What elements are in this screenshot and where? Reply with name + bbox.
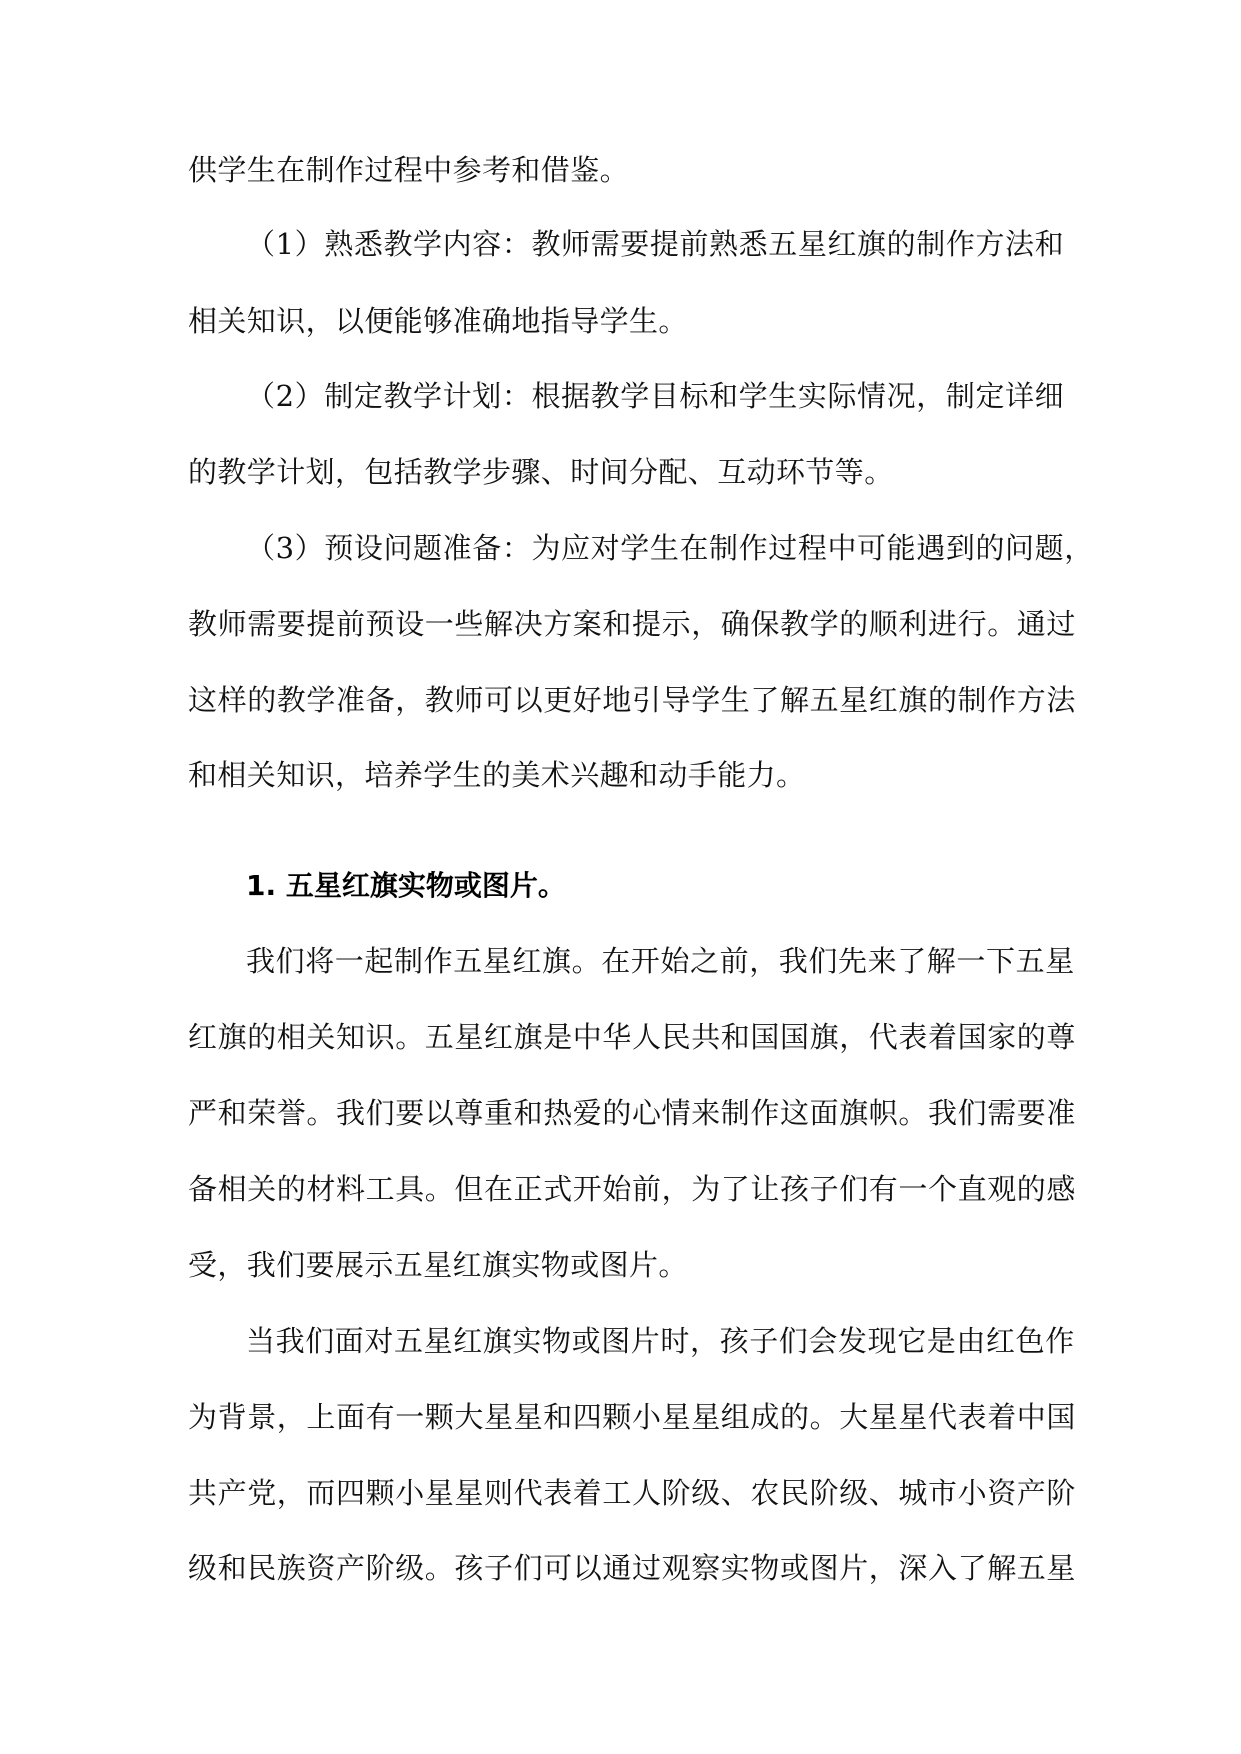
paragraph-line: 级和民族资产阶级。孩子们可以通过观察实物或图片，深入了解五星 [188, 1551, 1077, 1585]
paragraph-line: 相关知识，以便能够准确地指导学生。 [188, 304, 688, 338]
paragraph-line: （3）预设问题准备：为应对学生在制作过程中可能遇到的问题， [246, 531, 1094, 565]
paragraph-line: 供学生在制作过程中参考和借鉴。 [188, 153, 630, 187]
section-heading: 1. 五星红旗实物或图片。 [246, 869, 566, 902]
paragraph-line: 受，我们要展示五星红旗实物或图片。 [188, 1248, 688, 1282]
paragraph-line: 我们将一起制作五星红旗。在开始之前，我们先来了解一下五星 [246, 944, 1075, 978]
paragraph-line: 严和荣誉。我们要以尊重和热爱的心情来制作这面旗帜。我们需要准 [188, 1096, 1077, 1130]
paragraph-line: 的教学计划，包括教学步骤、时间分配、互动环节等。 [188, 455, 894, 489]
paragraph-line: 红旗的相关知识。五星红旗是中华人民共和国国旗，代表着国家的尊 [188, 1020, 1077, 1054]
paragraph-line: 教师需要提前预设一些解决方案和提示，确保教学的顺利进行。通过 [188, 607, 1077, 641]
paragraph-line: 共产党，而四颗小星星则代表着工人阶级、农民阶级、城市小资产阶 [188, 1476, 1077, 1510]
paragraph-line: 为背景，上面有一颗大星星和四颗小星星组成的。大星星代表着中国 [188, 1400, 1077, 1434]
paragraph-line: 这样的教学准备，教师可以更好地引导学生了解五星红旗的制作方法 [188, 683, 1077, 717]
paragraph-line: （1）熟悉教学内容：教师需要提前熟悉五星红旗的制作方法和 [246, 227, 1065, 261]
paragraph-line: 当我们面对五星红旗实物或图片时，孩子们会发现它是由红色作 [246, 1324, 1075, 1358]
paragraph-line: 和相关知识，培养学生的美术兴趣和动手能力。 [188, 758, 806, 792]
paragraph-line: （2）制定教学计划：根据教学目标和学生实际情况，制定详细 [246, 379, 1065, 413]
paragraph-line: 备相关的材料工具。但在正式开始前，为了让孩子们有一个直观的感 [188, 1172, 1077, 1206]
